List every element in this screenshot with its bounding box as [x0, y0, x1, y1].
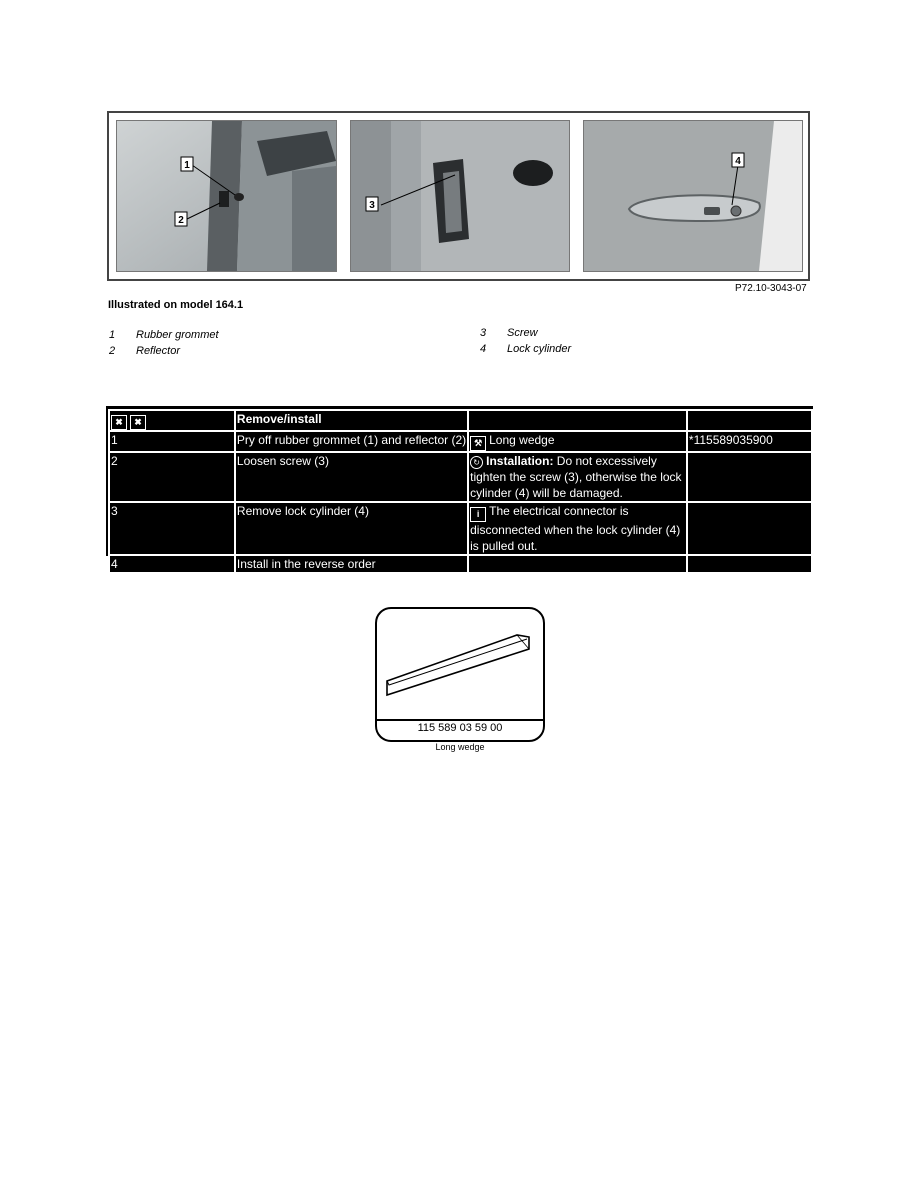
legend-text: Lock cylinder: [507, 343, 572, 355]
step-note: Long wedge: [489, 433, 555, 447]
photo-door-handle: [583, 120, 803, 272]
step-number: 1: [109, 431, 235, 452]
step-number: 2: [109, 452, 235, 502]
tool-card: [375, 607, 545, 742]
step-note: [468, 555, 687, 573]
installation-icon: ↻: [470, 456, 483, 469]
callout-2: 2: [178, 215, 184, 226]
figure-id: P72.10-3043-07: [735, 283, 807, 294]
door-handle-image: [584, 121, 802, 271]
step-note-cell: [468, 452, 687, 502]
step-note: The electrical connector is disconnected when the lock cylinder (4) is pulled out.: [470, 504, 681, 553]
table-row: [109, 555, 812, 573]
remove-icon: ✖: [111, 415, 127, 430]
legend-number: 2: [109, 345, 116, 357]
legend-number: 1: [109, 329, 116, 341]
legend-text: Reflector: [136, 345, 181, 357]
legend-text: Screw: [507, 327, 538, 339]
step-note: Do not excessively tighten the screw (3), otherwise the lock cylinder (4) will be damaged.: [470, 454, 682, 500]
step-action: Pry off rubber grommet (1) and reflector (2): [235, 431, 468, 452]
door-edge-image: [117, 121, 336, 271]
table-row: [109, 431, 812, 452]
step-reference: [687, 452, 812, 502]
header-empty-cell: [687, 410, 812, 431]
table-header-row: [109, 410, 812, 431]
step-number: 4: [109, 555, 235, 573]
step-number: 3: [109, 502, 235, 555]
legend-number: 3: [480, 327, 487, 339]
tool-caption: Long wedge: [435, 742, 485, 752]
photo-door-edge: [116, 120, 337, 272]
table-row: [109, 452, 812, 502]
table-row: [109, 502, 812, 555]
long-wedge-icon: [377, 609, 543, 719]
step-note-prefix: Installation:: [486, 454, 554, 468]
photo-door-pillar: [350, 120, 570, 272]
header-icons-cell: [109, 410, 235, 431]
legend-number: 4: [480, 343, 487, 355]
door-pillar-image: [351, 121, 569, 271]
procedure-table: [108, 409, 813, 574]
tool-icon: ⚒: [470, 436, 486, 451]
procedure-table-wrapper: [106, 406, 813, 571]
figure-caption: Illustrated on model 164.1: [108, 299, 244, 311]
step-note-cell: [468, 431, 687, 452]
info-icon: i: [470, 507, 486, 522]
step-reference: *115589035900: [687, 431, 812, 452]
install-icon: ✖: [130, 415, 146, 430]
step-action: Remove lock cylinder (4): [235, 502, 468, 555]
callout-4: 4: [735, 156, 741, 167]
header-title: Remove/install: [235, 410, 468, 431]
header-empty-cell: [468, 410, 687, 431]
step-note-cell: [468, 502, 687, 555]
step-reference: [687, 555, 812, 573]
step-reference: [687, 502, 812, 555]
step-action: Install in the reverse order: [235, 555, 468, 573]
tool-part-number: 115 589 03 59 00: [417, 722, 503, 734]
callout-1: 1: [184, 160, 190, 171]
callout-3: 3: [369, 200, 375, 211]
legend-text: Rubber grommet: [136, 329, 219, 341]
step-action: Loosen screw (3): [235, 452, 468, 502]
figure-frame: [107, 111, 810, 281]
